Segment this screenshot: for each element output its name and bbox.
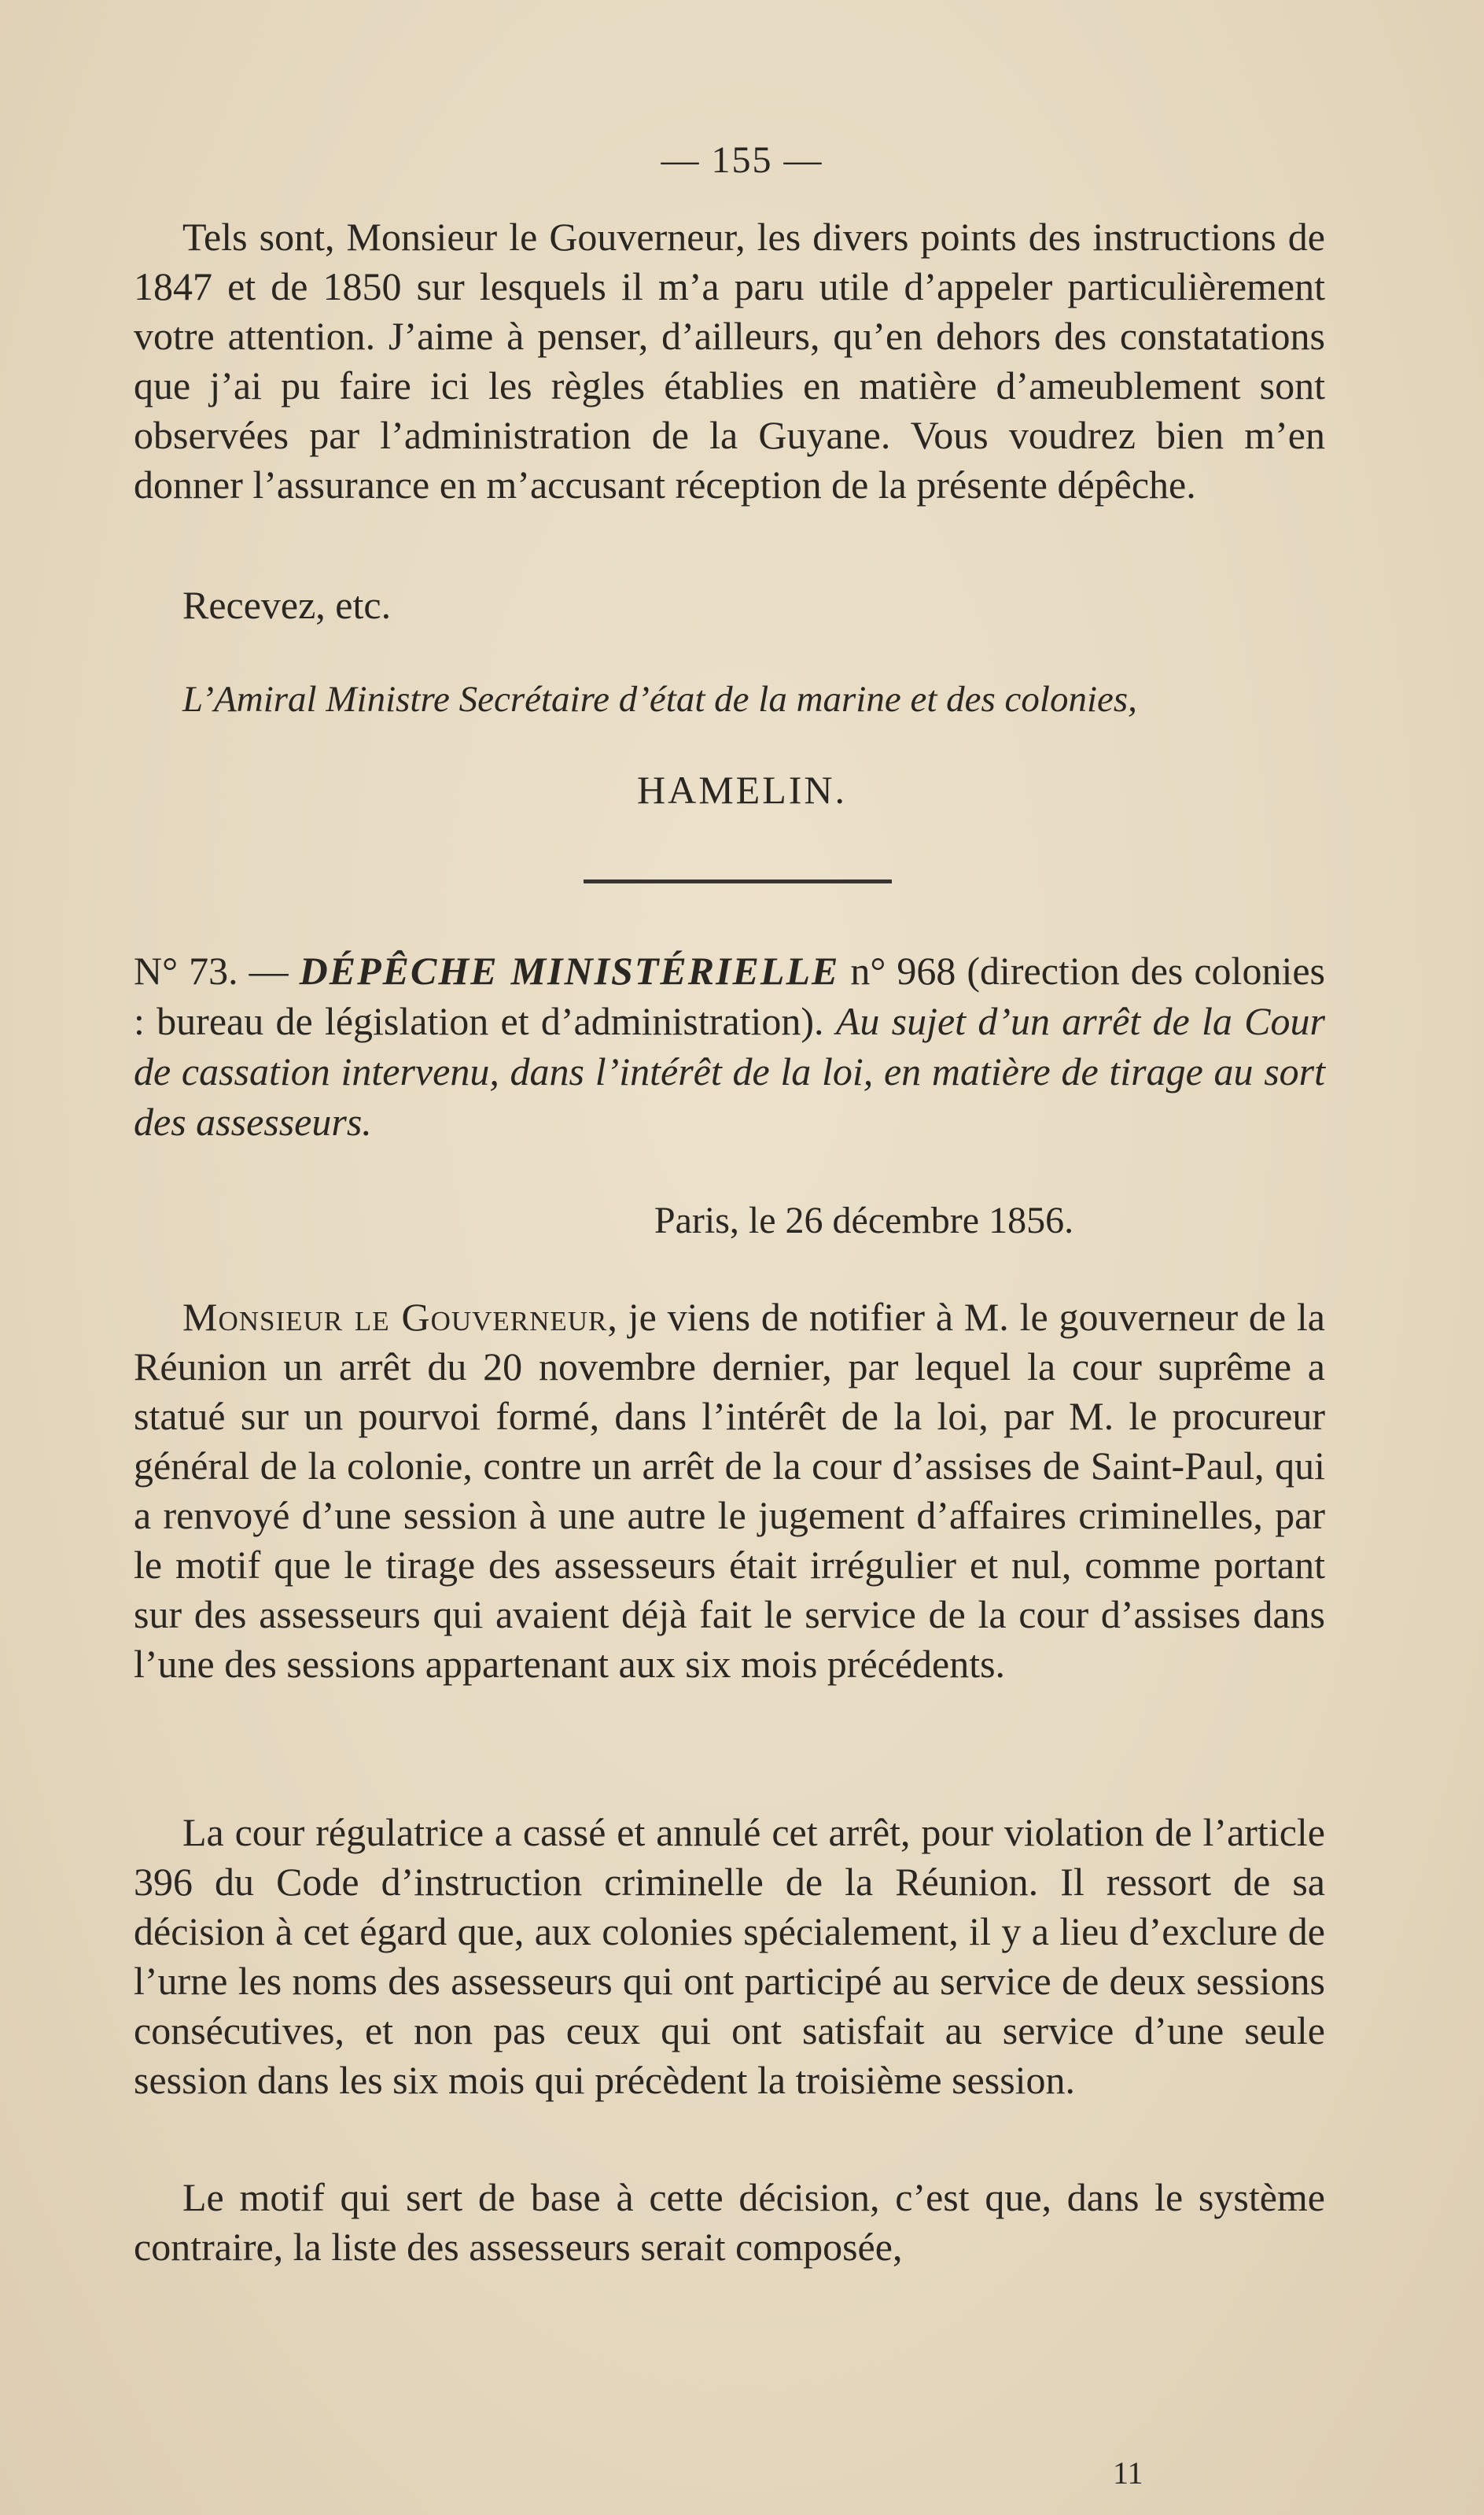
paragraph-2-text xyxy=(134,1293,1325,1689)
paragraph-2-body: , je viens de notifier à M. le gouverneur de la Réunion un arrêt du 20 novembre dernier, par lequel la cour suprême a statué sur un pourvoi formé, dans l’intérêt de la loi, par M. le procureur général de la colonie, contre un arrêt de la cour d’assises de Saint-Paul, qui a renvoyé d’une session à une autre le jugement d’affaires criminelles, par le motif que le tirage des assesseurs était irrégulier et nul, comme portant sur des assesseurs qui avaient déjà fait le service de la cour d’assises dans l’une des sessions appartenant aux six mois précédents. xyxy=(134,1295,1325,1686)
paragraph-motive xyxy=(134,2173,1325,2272)
dispatch-reference: n° 968 (direction des colonies : bureau de législation et d’administration). xyxy=(134,949,1325,1043)
dateline: Paris, le 26 décembre 1856. xyxy=(654,1200,1074,1241)
signature-title: L’Amiral Ministre Secrétaire d’état de la marine et des colonies, xyxy=(182,679,1137,720)
salutation: Monsieur le Gouverneur xyxy=(182,1295,608,1339)
paragraph-4-text: Le motif qui sert de base à cette décision, c’est que, dans le système contraire, la liste des assesseurs serait composée, xyxy=(134,2175,1325,2269)
paragraph-instructions xyxy=(134,212,1325,510)
dispatch-number: N° 73. — xyxy=(134,949,300,993)
paragraph-notification xyxy=(134,1293,1325,1689)
paragraph-3-text: La cour régulatrice a cassé et annulé cet arrêt, pour violation de l’article 396 du Code d’instruction criminelle de la Réunion. Il ressort de sa décision à cet égard que, aux colonies spécialement, il y a lieu d’exclure de l’urne les noms des assesseurs qui ont participé au service de deux sessions consécutives, et non pas ceux qui ont satisfait au service d’une seule session dans les six mois qui précèdent la troisième session. xyxy=(134,1810,1325,2102)
dispatch-subject: Au sujet d’un arrêt de la Cour de cassation intervenu, dans l’intérêt de la loi, en matière de tirage au sort des assesseurs. xyxy=(134,999,1325,1144)
paragraph-1-text: Tels sont, Monsieur le Gouverneur, les divers points des instructions de 1847 et de 1850 sur lesquels il m’a paru utile d’appeler particulièrement votre attention. J’aime à penser, d’ailleurs, qu’en dehors des constatations que j’ai pu faire ici les règles établies en matière d’ameublement sont observées par l’administration de la Guyane. Vous voudrez bien m’en donner l’assurance en m’accusant réception de la présente dépêche. xyxy=(134,215,1325,507)
signature-mark: 11 xyxy=(1113,2455,1143,2491)
paragraph-decision xyxy=(134,1808,1325,2105)
dispatch-heading xyxy=(134,946,1325,1147)
closing-formula: Recevez, etc. xyxy=(182,583,392,627)
page-number: — 155 — xyxy=(661,139,823,181)
section-divider xyxy=(584,880,892,883)
dispatch-title: DÉPÊCHE MINISTÉRIELLE xyxy=(299,949,840,993)
signature-name: HAMELIN. xyxy=(636,768,848,812)
